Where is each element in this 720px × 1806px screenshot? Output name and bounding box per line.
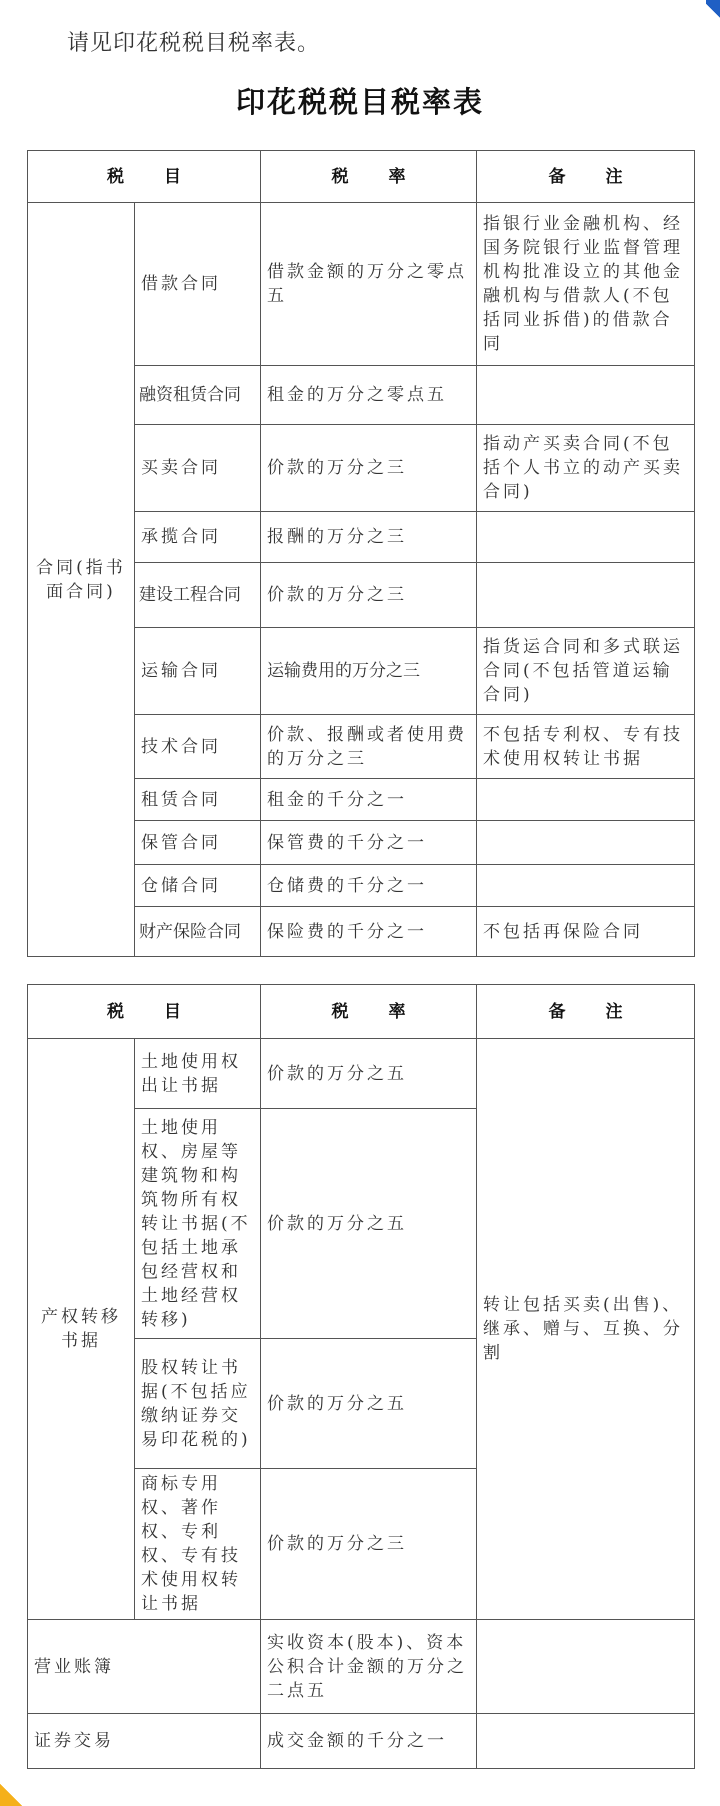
corner-decoration-bottom-left [0,1784,22,1806]
rate-cell: 价款的万分之五 [261,1339,477,1469]
table-header-row [28,151,695,203]
header-note: 备 注 [477,151,695,203]
intro-text: 请见印花税税目税率表。 [67,31,321,56]
item-cell: 技术合同 [135,715,261,779]
rate-cell: 价款的万分之三 [261,425,477,512]
rate-cell: 价款的万分之三 [261,563,477,628]
header-item: 税 目 [28,151,261,203]
rate-cell: 租金的万分之零点五 [261,366,477,425]
item-cell: 建设工程合同 [135,563,261,628]
item-cell: 商标专用权、著作权、专利权、专有技术使用权转让书据 [135,1469,261,1620]
rate-cell: 报酬的万分之三 [261,512,477,563]
item-cell: 土地使用权、房屋等建筑物和构筑物所有权转让书据(不包括土地承包经营权和土地经营权转移) [135,1109,261,1339]
item-cell: 证券交易 [28,1714,261,1769]
rate-cell: 实收资本(股本)、资本公积合计金额的万分之二点五 [261,1620,477,1714]
table-row [28,1039,695,1109]
item-cell: 租赁合同 [135,779,261,821]
header-rate: 税 率 [261,985,477,1039]
rate-cell: 借款金额的万分之零点五 [261,203,477,366]
table-title: 印花税税目税率表 [235,85,484,119]
rate-cell: 成交金额的千分之一 [261,1714,477,1769]
rate-cell: 价款的万分之三 [261,1469,477,1620]
rate-cell: 仓储费的千分之一 [261,865,477,907]
tax-rate-table-contracts [27,150,695,957]
note-cell [477,821,695,865]
note-cell [477,1714,695,1769]
item-cell: 股权转让书据(不包括应缴纳证券交易印花税的) [135,1339,261,1469]
tax-rate-table-documents [27,984,695,1769]
item-cell: 保管合同 [135,821,261,865]
rate-cell: 保管费的千分之一 [261,821,477,865]
note-cell [477,366,695,425]
note-cell: 不包括专利权、专有技术使用权转让书据 [477,715,695,779]
note-cell: 不包括再保险合同 [477,907,695,957]
note-cell [477,512,695,563]
rate-cell: 价款的万分之五 [261,1039,477,1109]
item-cell: 运输合同 [135,628,261,715]
header-note: 备 注 [477,985,695,1039]
item-cell: 财产保险合同 [135,907,261,957]
category-cell: 产权转移书据 [28,1039,135,1620]
header-rate: 税 率 [261,151,477,203]
rate-cell: 运输费用的万分之三 [261,628,477,715]
note-cell: 指动产买卖合同(不包括个人书立的动产买卖合同) [477,425,695,512]
note-cell [477,563,695,628]
rate-cell: 价款、报酬或者使用费的万分之三 [261,715,477,779]
corner-decoration-top-right [706,0,720,18]
item-cell: 借款合同 [135,203,261,366]
item-cell: 买卖合同 [135,425,261,512]
note-cell [477,1620,695,1714]
item-cell: 土地使用权出让书据 [135,1039,261,1109]
item-cell: 营业账簿 [28,1620,261,1714]
item-cell: 仓储合同 [135,865,261,907]
note-cell: 指货运合同和多式联运合同(不包括管道运输合同) [477,628,695,715]
note-cell [477,779,695,821]
note-cell [477,865,695,907]
header-item: 税 目 [28,985,261,1039]
rate-cell: 租金的千分之一 [261,779,477,821]
category-cell: 合同(指书面合同) [28,203,135,957]
note-cell: 转让包括买卖(出售)、继承、赠与、互换、分割 [477,1039,695,1620]
table-row [28,1714,695,1769]
item-cell: 融资租赁合同 [135,366,261,425]
table-row [28,203,695,366]
table-header-row [28,985,695,1039]
note-cell: 指银行业金融机构、经国务院银行业监督管理机构批准设立的其他金融机构与借款人(不包括同业拆借)的借款合同 [477,203,695,366]
item-cell: 承揽合同 [135,512,261,563]
table-row [28,1620,695,1714]
rate-cell: 价款的万分之五 [261,1109,477,1339]
rate-cell: 保险费的千分之一 [261,907,477,957]
